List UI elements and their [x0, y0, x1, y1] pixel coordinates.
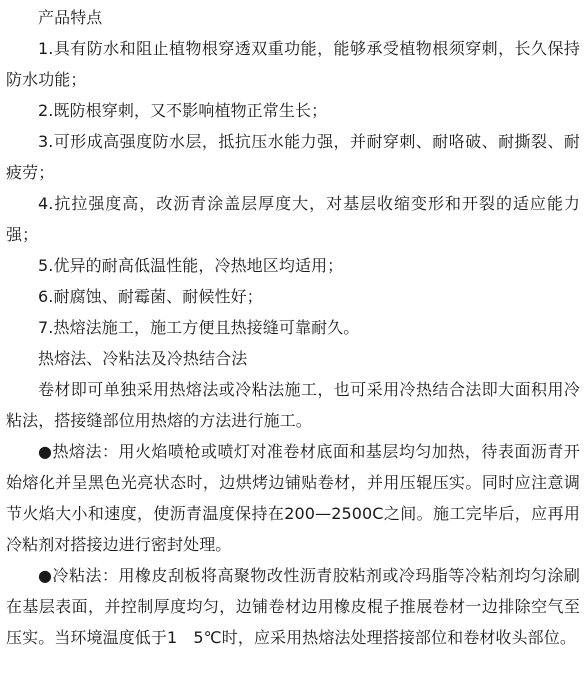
feature-item-1: 1.具有防水和阻止植物根穿透双重功能，能够承受植物根须穿刺，长久保持防水功能； [6, 39, 580, 89]
section-heading-features: 产品特点 [38, 8, 103, 27]
feature-item-3: 3.可形成高强度防水层，抵抗压水能力强，并耐穿刺、耐咯破、耐撕裂、耐疲劳； [6, 132, 580, 182]
feature-item-4: 4.抗拉强度高，改沥青涂盖层厚度大，对基层收缩变形和开裂的适应能力强； [6, 194, 580, 244]
methods-intro: 卷材即可单独采用热熔法或冷粘法施工，也可采用冷热结合法即大面积用冷粘法，搭接缝部位用热熔的方法进行施工。 [6, 380, 580, 430]
section-heading-methods: 热熔法、冷粘法及冷热结合法 [38, 349, 248, 368]
feature-item-5: 5.优异的耐高低温性能，冷热地区均适用； [38, 256, 344, 275]
feature-item-7: 7.热熔法施工，施工方便且热接缝可靠耐久。 [38, 318, 360, 337]
feature-item-6: 6.耐腐蚀、耐霉菌、耐候性好； [38, 287, 263, 306]
method-cold-bond: ●冷粘法：用橡皮刮板将高聚物改性沥青胶粘剂或冷玛脂等冷粘剂均匀涂刷在基层表面，并控制厚度均匀，边铺卷材边用橡皮棍子推展卷材一边排除空气至压实。当环境温度低于1 5℃时，应采用热熔法处理搭接部位和卷材收头部位。 [6, 566, 580, 647]
method-hot-melt: ●热熔法：用火焰喷枪或喷灯对准卷材底面和基层均匀加热，待表面沥青开始熔化并呈黑色光亮状态时，边烘烤边铺贴卷材，并用压辊压实。同时应注意调节火焰大小和速度，使沥青温度保持在200—2500C之间。施工完毕后，应再用冷粘剂对搭接边进行密封处理。 [6, 442, 580, 554]
feature-item-2: 2.既防根穿刺，又不影响植物正常生长； [38, 101, 328, 120]
